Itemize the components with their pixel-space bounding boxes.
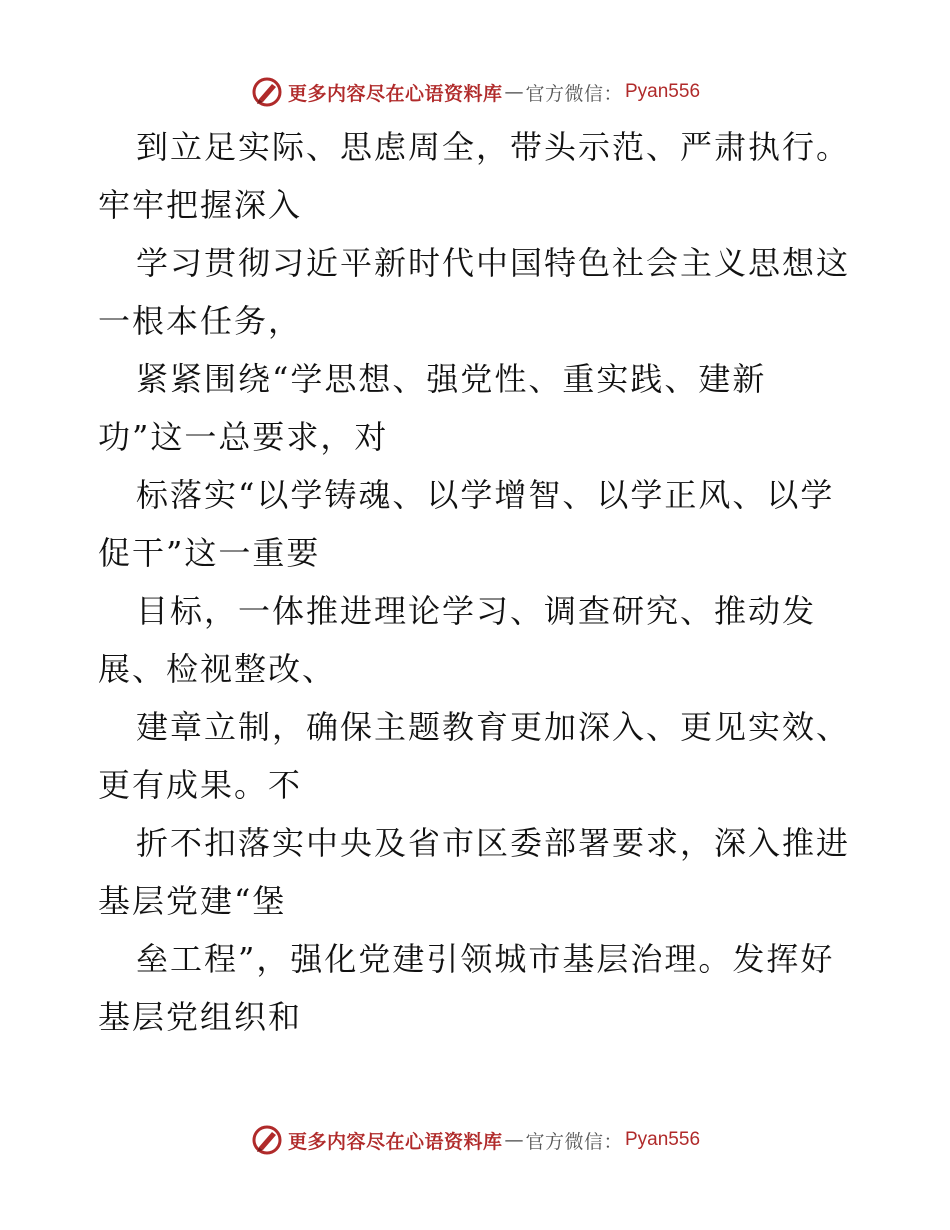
body-line: 学习贯彻习近平新时代中国特色社会主义思想这 xyxy=(136,244,851,282)
body-line: 促干”这一重要 xyxy=(98,534,321,572)
body-line: 基层党组织和 xyxy=(98,998,303,1036)
watermark-dash: — xyxy=(504,81,524,103)
body-line: 标落实“以学铸魂、以学增智、以学正风、以学 xyxy=(136,476,835,514)
watermark-dash: — xyxy=(504,1129,524,1151)
body-line: 紧紧围绕“学思想、强党性、重实践、建新 xyxy=(136,360,767,398)
watermark-official-text: 官方微信： xyxy=(525,1130,623,1153)
watermark-wechat-id: Pyan556 xyxy=(625,1129,701,1150)
document-body xyxy=(98,118,858,1046)
body-line: 牢牢把握深入 xyxy=(98,186,303,224)
body-line: 垒工程”，强化党建引领城市基层治理。发挥好 xyxy=(136,940,835,978)
body-line: 目标，一体推进理论学习、调查研究、推动发 xyxy=(136,592,817,630)
watermark-wechat-id: Pyan556 xyxy=(625,81,701,102)
footer-watermark xyxy=(0,1120,950,1160)
pen-logo-icon xyxy=(250,75,284,109)
body-line: 到立足实际、思虑周全，带头示范、严肃执行。 xyxy=(136,128,851,166)
body-line: 展、检视整改、 xyxy=(98,650,337,688)
body-line: 折不扣落实中央及省市区委部署要求，深入推进 xyxy=(136,824,851,862)
body-line: 建章立制，确保主题教育更加深入、更见实效、 xyxy=(136,708,851,746)
header-watermark xyxy=(0,72,950,112)
body-line: 功”这一总要求，对 xyxy=(98,418,389,456)
watermark-site-text: 更多内容尽在心语资料库 xyxy=(287,82,503,105)
body-line: 一根本任务， xyxy=(98,302,303,340)
body-line: 基层党建“堡 xyxy=(98,882,287,920)
watermark-official-text: 官方微信： xyxy=(525,82,623,105)
pen-logo-icon xyxy=(250,1123,284,1157)
body-line: 更有成果。不 xyxy=(98,766,303,804)
watermark-site-text: 更多内容尽在心语资料库 xyxy=(287,1130,503,1153)
